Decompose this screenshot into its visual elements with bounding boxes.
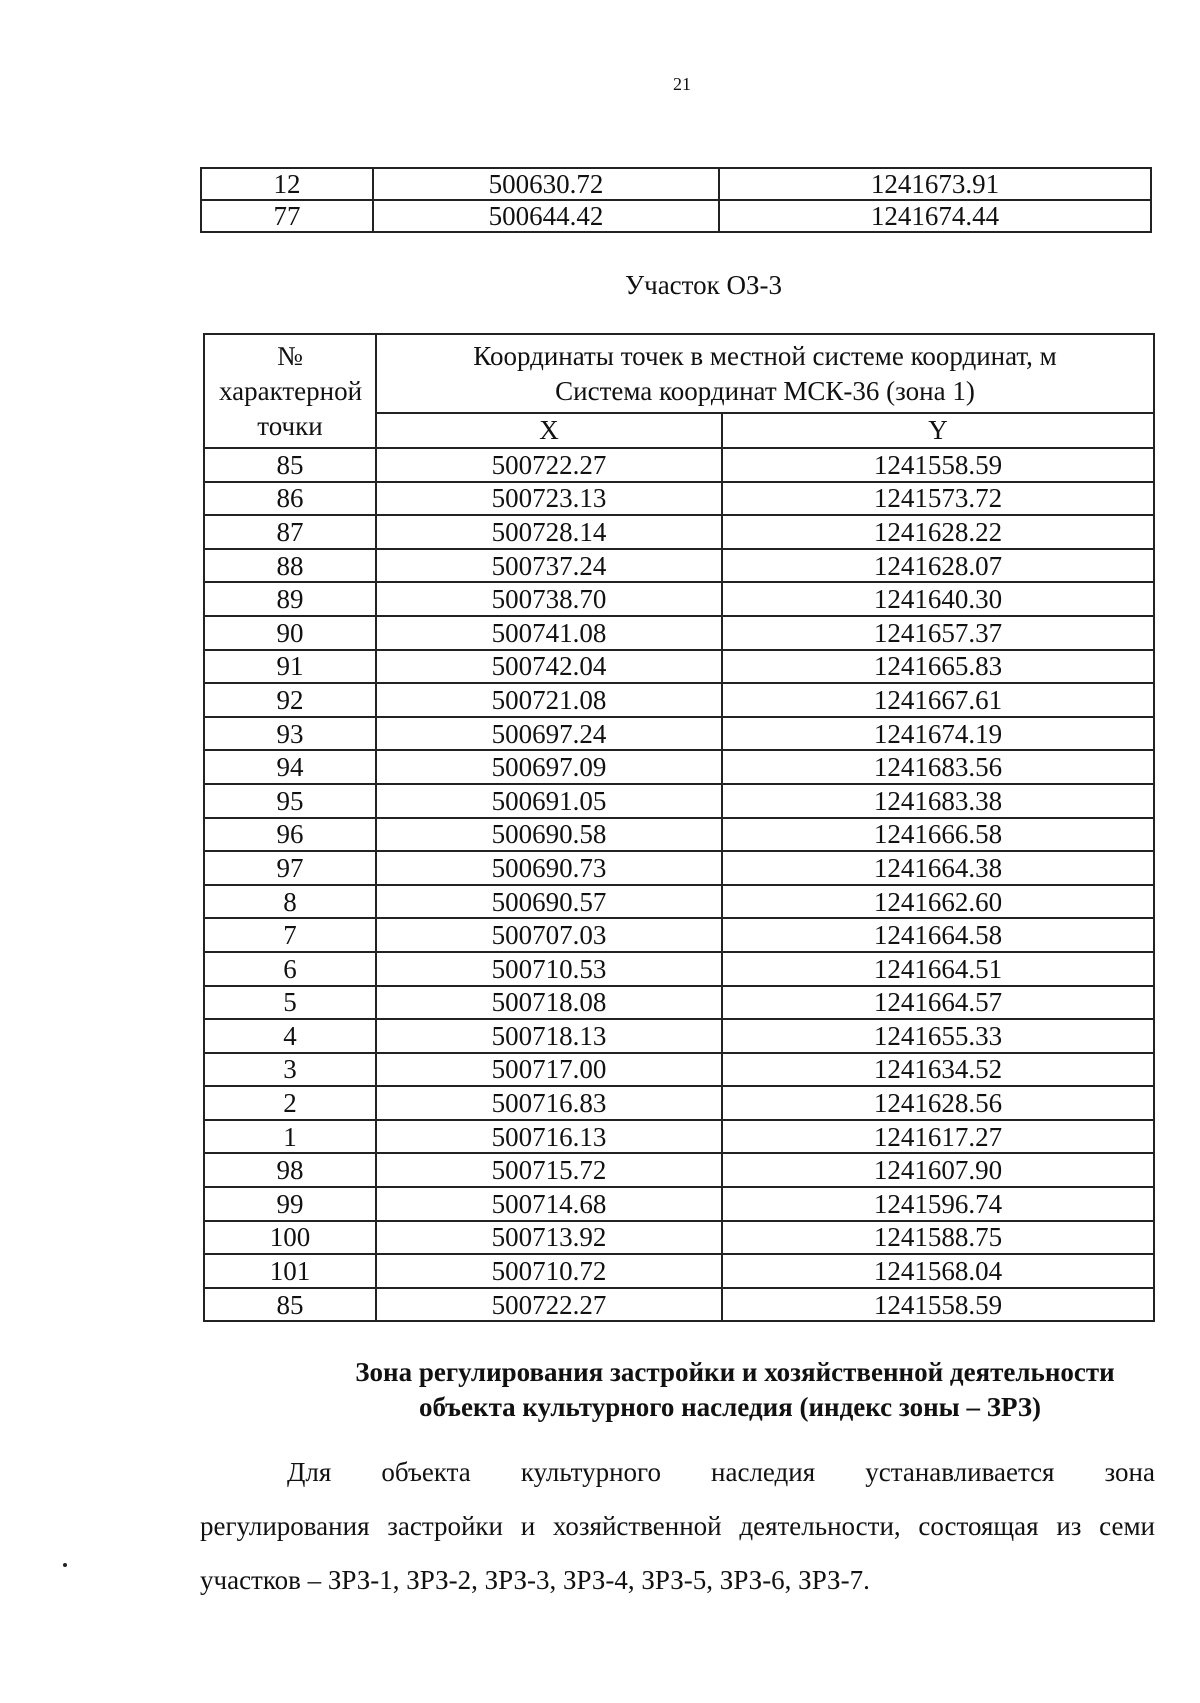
table-row [204, 549, 1154, 583]
point-number-cell: 5 [204, 986, 376, 1020]
point-number-cell: 95 [204, 784, 376, 818]
table-row [204, 717, 1154, 751]
body-paragraph [200, 1445, 1155, 1607]
point-number-cell: 89 [204, 582, 376, 616]
y-coordinate-cell: 1241640.30 [722, 582, 1154, 616]
point-number-cell: 94 [204, 750, 376, 784]
point-number-cell: 6 [204, 952, 376, 986]
x-coordinate-cell: 500723.13 [376, 482, 722, 516]
x-coordinate-cell: 500644.42 [373, 200, 719, 232]
x-coordinate-cell: 500714.68 [376, 1187, 722, 1221]
table-row [204, 616, 1154, 650]
x-coordinate-cell: 500721.08 [376, 683, 722, 717]
point-number-cell: 85 [204, 448, 376, 482]
body-paragraph-rest: регулирования застройки и хозяйственной деятельности, состоящая из семи участков – ЗРЗ-1, ЗРЗ-2, ЗРЗ-3, ЗРЗ-4, ЗРЗ-5, ЗРЗ-6, ЗРЗ-7. [200, 1511, 1155, 1595]
point-number-cell: 90 [204, 616, 376, 650]
x-coordinate-cell: 500713.92 [376, 1221, 722, 1255]
point-number-cell: 99 [204, 1187, 376, 1221]
y-coordinate-cell: 1241628.56 [722, 1086, 1154, 1120]
table-row [204, 918, 1154, 952]
y-coordinate-cell: 1241665.83 [722, 650, 1154, 684]
x-coordinate-cell: 500697.09 [376, 750, 722, 784]
header-coordinates-line2: Система координат МСК-36 (зона 1) [555, 376, 975, 406]
x-coordinate-cell: 500741.08 [376, 616, 722, 650]
x-coordinate-cell: 500710.72 [376, 1254, 722, 1288]
y-coordinate-cell: 1241657.37 [722, 616, 1154, 650]
table-row [204, 784, 1154, 818]
table-row [201, 168, 1151, 200]
y-coordinate-cell: 1241673.91 [719, 168, 1151, 200]
y-coordinate-cell: 1241664.38 [722, 851, 1154, 885]
table-row [204, 1053, 1154, 1087]
table-row [204, 1221, 1154, 1255]
x-coordinate-cell: 500690.58 [376, 818, 722, 852]
table-row [201, 200, 1151, 232]
table-row [204, 885, 1154, 919]
y-coordinate-cell: 1241666.58 [722, 818, 1154, 852]
x-coordinate-cell: 500716.13 [376, 1120, 722, 1154]
point-number-cell: 97 [204, 851, 376, 885]
y-coordinate-cell: 1241674.19 [722, 717, 1154, 751]
point-number-cell: 87 [204, 515, 376, 549]
table-row [204, 683, 1154, 717]
zone-heading [200, 1355, 1150, 1425]
table-row [204, 1254, 1154, 1288]
table-row [204, 1288, 1154, 1322]
table-row [204, 851, 1154, 885]
x-coordinate-cell: 500707.03 [376, 918, 722, 952]
table-row [204, 818, 1154, 852]
header-coordinates-line1: Координаты точек в местной системе координат, м [473, 341, 1057, 371]
y-coordinate-cell: 1241568.04 [722, 1254, 1154, 1288]
point-number-cell: 3 [204, 1053, 376, 1087]
point-number-cell: 86 [204, 482, 376, 516]
scan-dot-mark [63, 1563, 67, 1567]
zone-heading-line2: объекта культурного наследия (индекс зоны – ЗРЗ) [418, 1392, 1042, 1422]
point-number-cell: 4 [204, 1019, 376, 1053]
y-coordinate-cell: 1241674.44 [719, 200, 1151, 232]
y-coordinate-cell: 1241558.59 [722, 1288, 1154, 1322]
point-number-cell: 98 [204, 1153, 376, 1187]
y-coordinate-cell: 1241662.60 [722, 885, 1154, 919]
x-coordinate-cell: 500718.13 [376, 1019, 722, 1053]
table-row [204, 952, 1154, 986]
table-row [204, 750, 1154, 784]
x-coordinate-cell: 500728.14 [376, 515, 722, 549]
y-coordinate-cell: 1241596.74 [722, 1187, 1154, 1221]
table-row [204, 1019, 1154, 1053]
table-row [204, 986, 1154, 1020]
y-coordinate-cell: 1241607.90 [722, 1153, 1154, 1187]
y-coordinate-cell: 1241664.51 [722, 952, 1154, 986]
y-coordinate-cell: 1241628.22 [722, 515, 1154, 549]
y-coordinate-cell: 1241588.75 [722, 1221, 1154, 1255]
point-number-cell: 85 [204, 1288, 376, 1322]
x-coordinate-cell: 500691.05 [376, 784, 722, 818]
table-row [204, 1086, 1154, 1120]
point-number-cell: 1 [204, 1120, 376, 1154]
point-number-cell: 77 [201, 200, 373, 232]
point-number-cell: 91 [204, 650, 376, 684]
point-number-cell: 100 [204, 1221, 376, 1255]
table-row [204, 482, 1154, 516]
x-coordinate-cell: 500717.00 [376, 1053, 722, 1087]
x-coordinate-cell: 500690.73 [376, 851, 722, 885]
y-coordinate-cell: 1241664.57 [722, 986, 1154, 1020]
coordinates-table [203, 333, 1155, 1322]
x-coordinate-cell: 500630.72 [373, 168, 719, 200]
y-coordinate-cell: 1241655.33 [722, 1019, 1154, 1053]
x-coordinate-cell: 500715.72 [376, 1153, 722, 1187]
body-paragraph-line1: Для объекта культурного наследия устанавливается зона [287, 1457, 1155, 1487]
x-coordinate-cell: 500690.57 [376, 885, 722, 919]
y-coordinate-cell: 1241683.38 [722, 784, 1154, 818]
point-number-cell: 88 [204, 549, 376, 583]
y-coordinate-cell: 1241664.58 [722, 918, 1154, 952]
point-number-cell: 7 [204, 918, 376, 952]
y-coordinate-cell: 1241634.52 [722, 1053, 1154, 1087]
header-y: Y [722, 413, 1154, 448]
point-number-cell: 8 [204, 885, 376, 919]
y-coordinate-cell: 1241683.56 [722, 750, 1154, 784]
table-row [204, 582, 1154, 616]
header-point-label: № характерной точки [219, 341, 363, 441]
y-coordinate-cell: 1241617.27 [722, 1120, 1154, 1154]
point-number-cell: 93 [204, 717, 376, 751]
coordinates-table-continuation [200, 167, 1152, 233]
header-point-number [204, 334, 376, 448]
x-coordinate-cell: 500742.04 [376, 650, 722, 684]
table-row [204, 448, 1154, 482]
table-row [204, 1187, 1154, 1221]
x-coordinate-cell: 500738.70 [376, 582, 722, 616]
y-coordinate-cell: 1241628.07 [722, 549, 1154, 583]
point-number-cell: 2 [204, 1086, 376, 1120]
section-title: Участок ОЗ-3 [625, 270, 782, 300]
x-coordinate-cell: 500718.08 [376, 986, 722, 1020]
x-coordinate-cell: 500716.83 [376, 1086, 722, 1120]
y-coordinate-cell: 1241558.59 [722, 448, 1154, 482]
zone-heading-line1: Зона регулирования застройки и хозяйственной деятельности [355, 1357, 1115, 1387]
y-coordinate-cell: 1241573.72 [722, 482, 1154, 516]
header-coordinates [376, 334, 1154, 413]
point-number-cell: 12 [201, 168, 373, 200]
point-number-cell: 101 [204, 1254, 376, 1288]
table-row [204, 1120, 1154, 1154]
x-coordinate-cell: 500722.27 [376, 1288, 722, 1322]
page-number: 21 [673, 74, 691, 94]
x-coordinate-cell: 500697.24 [376, 717, 722, 751]
table-row [204, 1153, 1154, 1187]
table-row [204, 515, 1154, 549]
point-number-cell: 92 [204, 683, 376, 717]
x-coordinate-cell: 500710.53 [376, 952, 722, 986]
y-coordinate-cell: 1241667.61 [722, 683, 1154, 717]
point-number-cell: 96 [204, 818, 376, 852]
x-coordinate-cell: 500737.24 [376, 549, 722, 583]
table-row [204, 650, 1154, 684]
x-coordinate-cell: 500722.27 [376, 448, 722, 482]
header-x: X [376, 413, 722, 448]
